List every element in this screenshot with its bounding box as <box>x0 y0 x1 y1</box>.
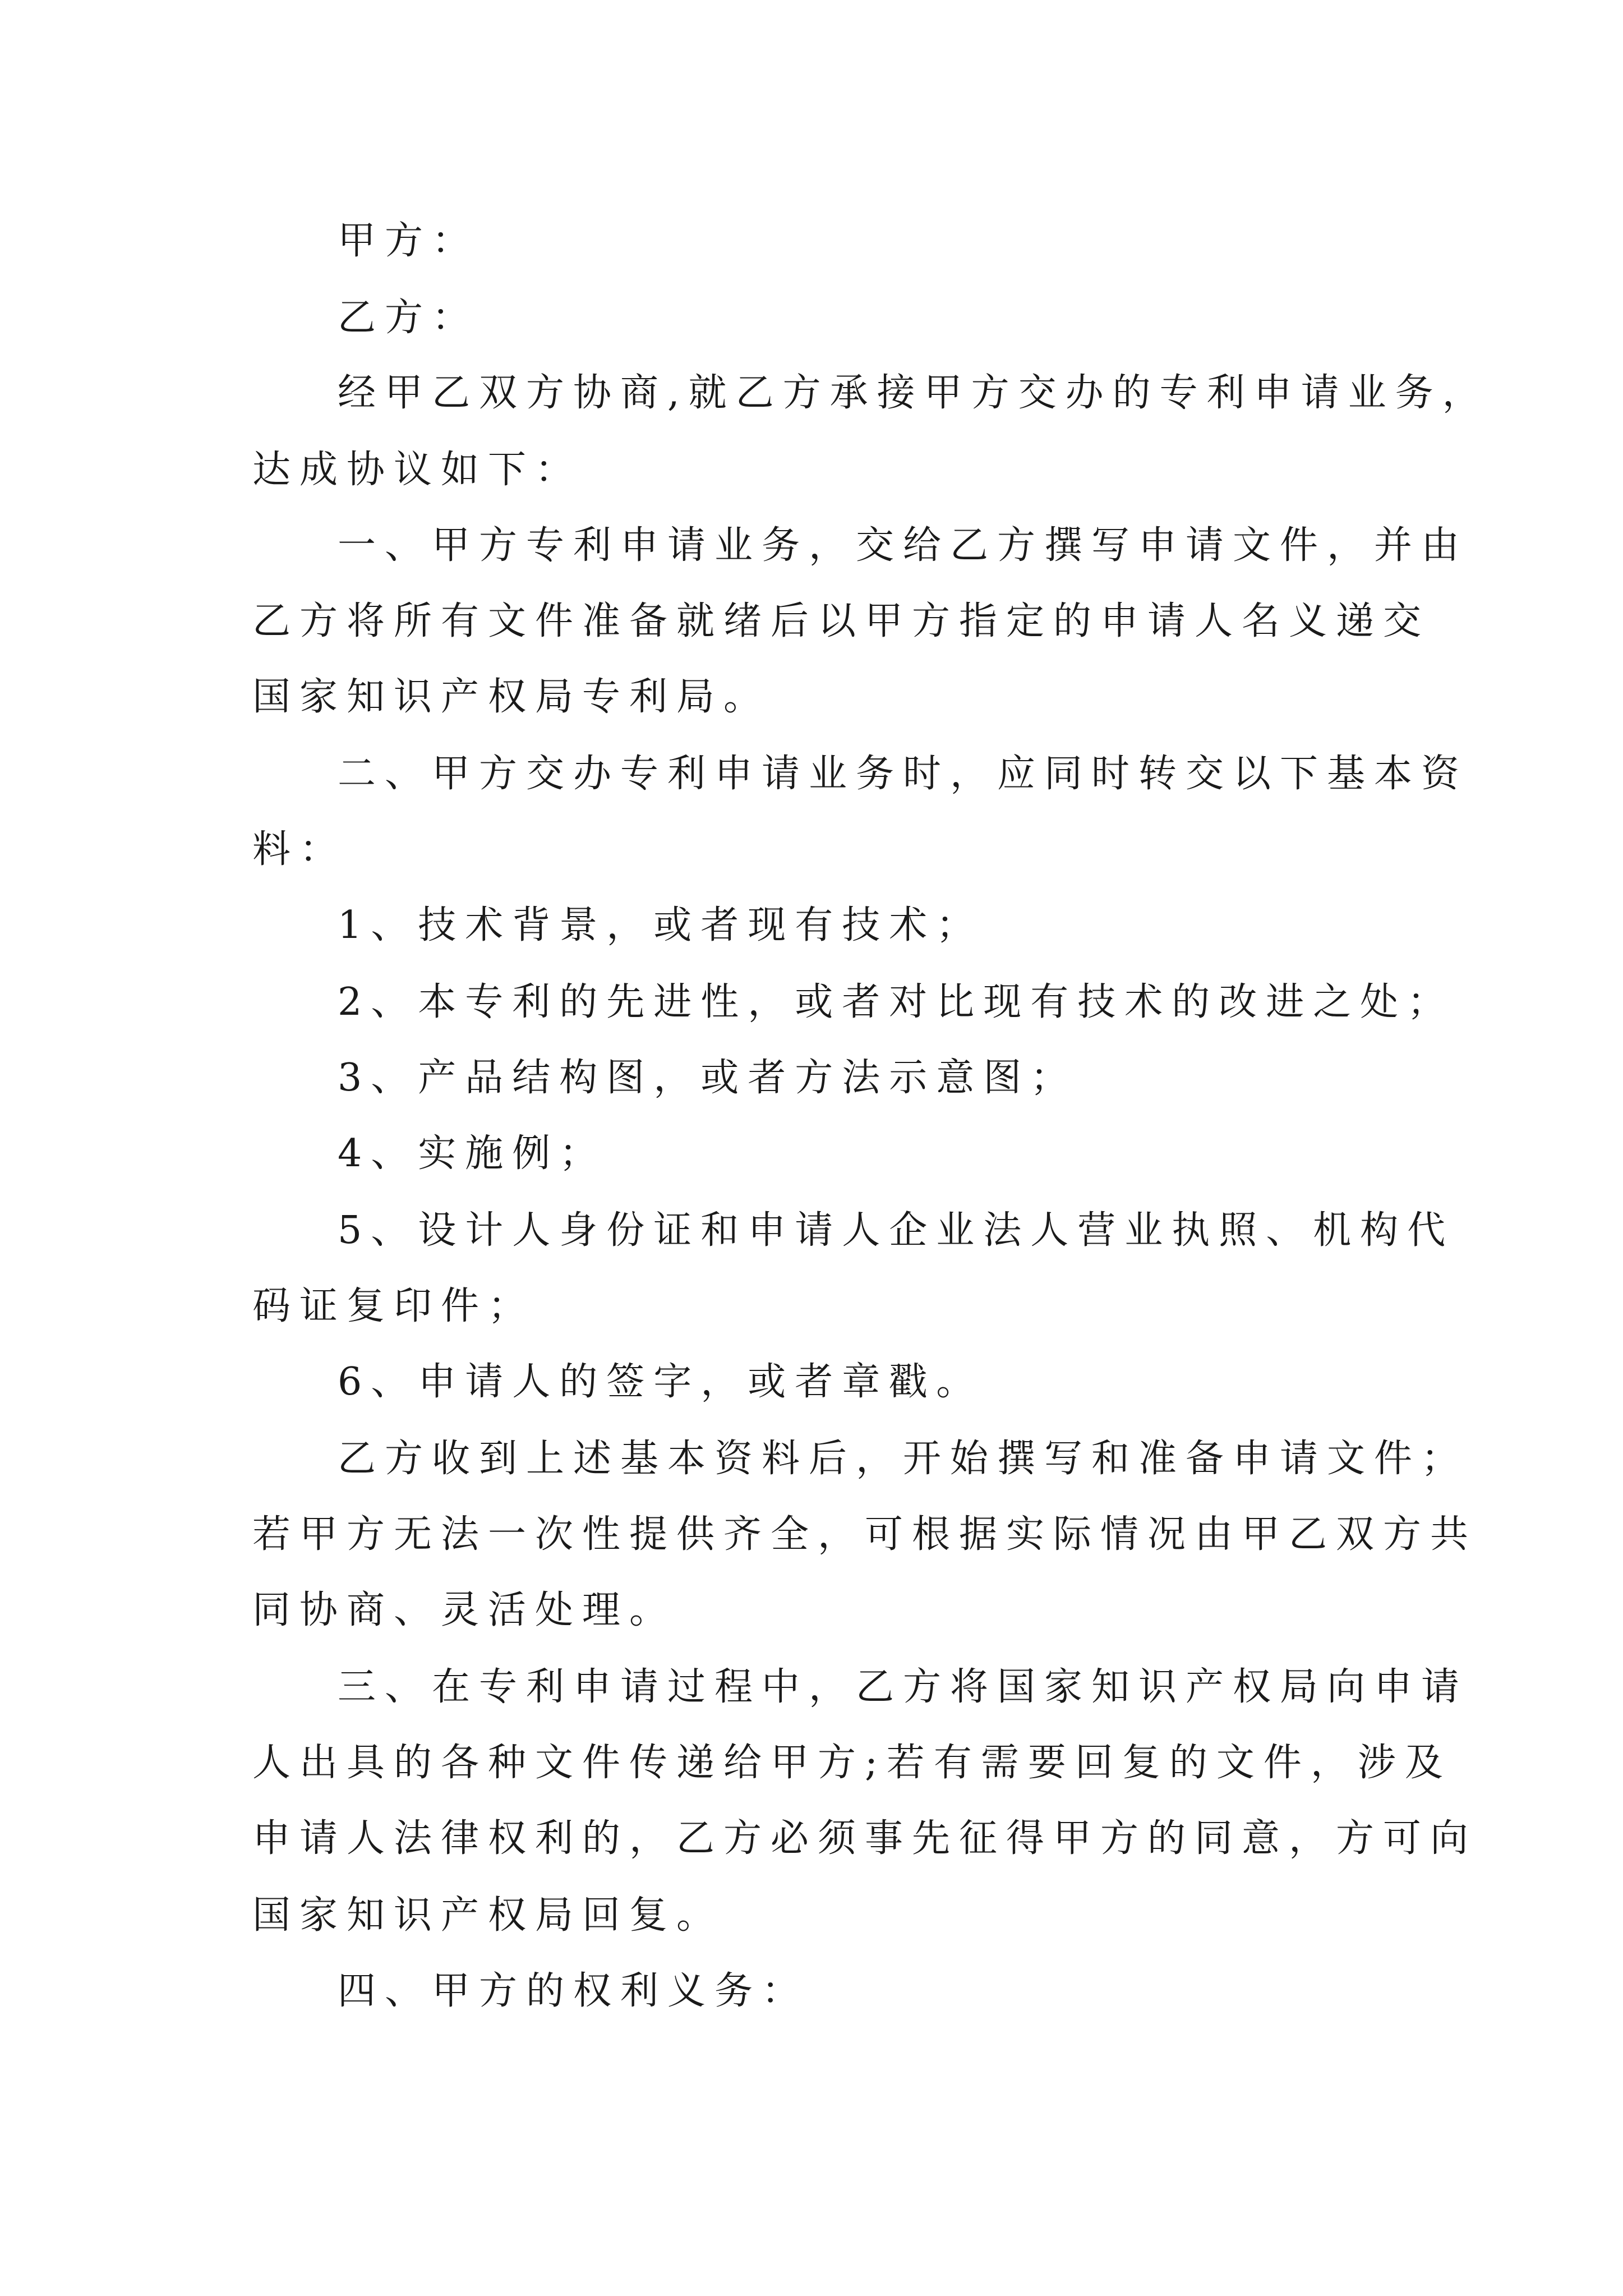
clause-2-line-1: 二、甲方交办专利申请业务时，应同时转交以下基本资 <box>338 752 1469 796</box>
supplement-line-2: 若甲方无法一次性提供齐全，可根据实际情况由甲乙双方共 <box>252 1512 1478 1557</box>
clause-3-line-2: 人出具的各种文件传递给甲方;若有需要回复的文件，涉及 <box>252 1741 1452 1785</box>
clause-1-line-2: 乙方将所有文件准备就绪后以甲方指定的申请人名义递交 <box>252 599 1431 643</box>
list-item-5-line-2: 码证复印件； <box>252 1284 536 1328</box>
clause-3-line-3: 申请人法律权利的，乙方必须事先征得甲方的同意，方可向 <box>252 1816 1478 1861</box>
supplement-line-3: 同协商、灵活处理。 <box>252 1588 677 1632</box>
list-item-4: 4、实施例； <box>338 1131 607 1176</box>
clause-3-line-1: 三、在专利申请过程中，乙方将国家知识产权局向申请 <box>338 1665 1469 1709</box>
supplement-line-1: 乙方收到上述基本资料后，开始撰写和准备申请文件； <box>338 1437 1469 1481</box>
clause-1-line-1: 一、甲方专利申请业务，交给乙方撰写申请文件，并由 <box>338 523 1469 568</box>
list-item-1: 1、技术背景，或者现有技术； <box>338 903 984 947</box>
list-item-3: 3、产品结构图，或者方法示意图； <box>338 1056 1078 1100</box>
clause-1-line-3: 国家知识产权局专利局。 <box>252 675 771 719</box>
preamble-line-1: 经甲乙双方协商,就乙方承接甲方交办的专利申请业务， <box>338 371 1490 415</box>
party-b-line: 乙方： <box>338 296 479 340</box>
list-item-5-line-1: 5、设计人身份证和申请人企业法人营业执照、机构代 <box>338 1208 1455 1253</box>
clause-2-line-2: 料： <box>252 827 347 872</box>
list-item-6: 6、申请人的签字，或者章戳。 <box>338 1360 984 1404</box>
clause-4-heading: 四、甲方的权利义务： <box>338 1969 809 2013</box>
clause-3-line-4: 国家知识产权局回复。 <box>252 1893 724 1938</box>
party-a-line: 甲方： <box>338 219 479 263</box>
preamble-line-2: 达成协议如下： <box>252 448 583 492</box>
list-item-2: 2、本专利的先进性，或者对比现有技术的改进之处； <box>338 980 1455 1024</box>
